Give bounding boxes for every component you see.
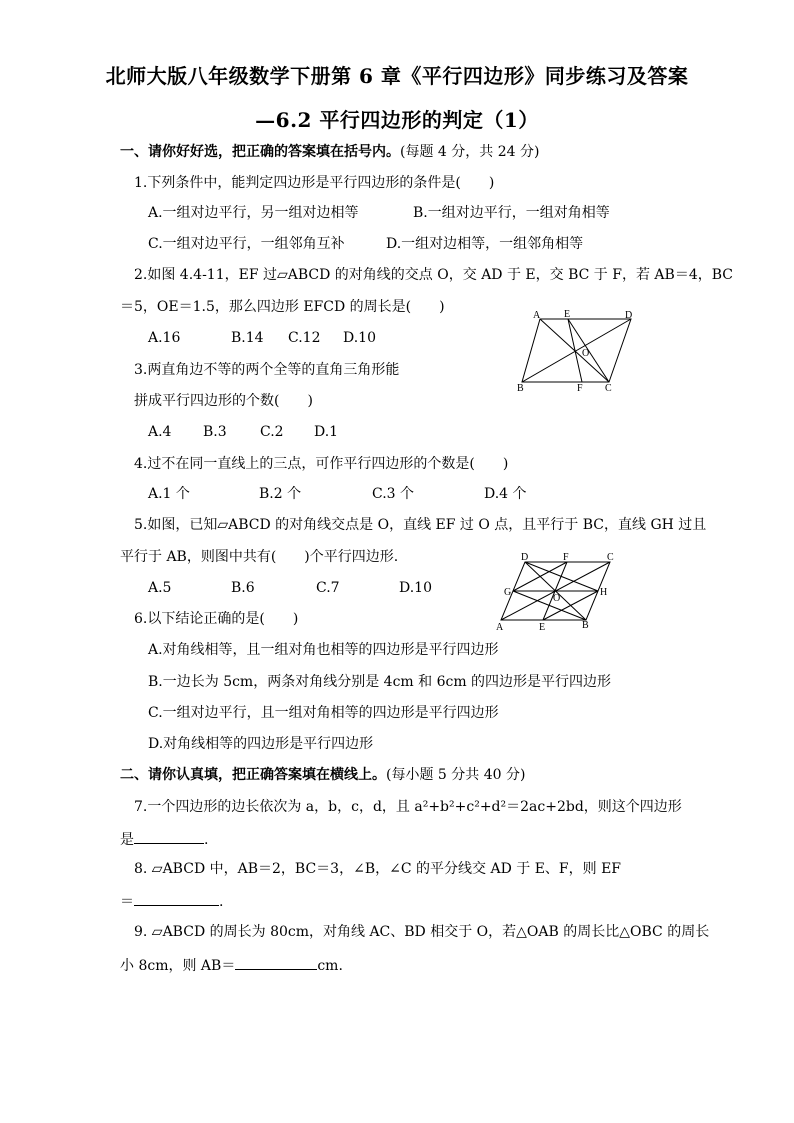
figure-parallelogram-grid: [490, 548, 625, 633]
fig2-label-b: B: [582, 620, 589, 631]
fig1-segment-ef: [568, 319, 582, 382]
fig1-label-e: E: [564, 309, 571, 320]
q2-option-d: D.10: [343, 330, 376, 346]
q7-answer-blank[interactable]: [134, 829, 204, 844]
q1-stem: 1.下列条件中，能判定四边形是平行四边形的条件是( ): [134, 175, 495, 191]
q5-option-c: C.7: [316, 580, 340, 596]
q2-option-b: B.14: [231, 330, 264, 346]
q4-option-a: A.1 个: [148, 486, 190, 502]
section1-note: (每题 4 分，共 24 分): [400, 144, 540, 160]
q9-stem-line1: 9. ▱ABCD 的周长为 80cm，对角线 AC、BD 相交于 O，若△OAB 的周长比△OBC 的周长: [134, 924, 710, 940]
q4-option-d: D.4 个: [484, 486, 527, 502]
fig2-label-e: E: [539, 622, 546, 633]
q3-stem-line1: 3.两直角边不等的两个全等的直角三角形能: [134, 362, 400, 378]
q2-stem-line2: ＝5，OE＝1.5，那么四边形 EFCD 的周长是( ): [120, 299, 445, 315]
q6-option-a: A.对角线相等，且一组对角也相等的四边形是平行四边形: [148, 642, 499, 658]
q9-line2-prefix: 小 8cm，则 AB＝: [120, 958, 236, 974]
q9-line2-suffix: cm.: [317, 958, 343, 974]
figure-parallelogram-efcd: [510, 305, 645, 395]
q3-option-b: B.3: [203, 424, 227, 440]
q2-stem-line1: 2.如图 4.4-11，EF 过▱ABCD 的对角线的交点 O，交 AD 于 E，交 BC 于 F，若 AB＝4，BC: [134, 267, 733, 283]
q4-option-b: B.2 个: [259, 486, 302, 502]
q9-line2: [120, 955, 343, 975]
fig1-diagonal-bd: [522, 319, 631, 382]
q1-option-a: A.一组对边平行，另一组对边相等: [148, 205, 359, 221]
q8-line2-prefix: ＝: [120, 894, 134, 910]
fig1-label-a: A: [533, 310, 541, 321]
q4-stem: 4.过不在同一直线上的三点，可作平行四边形的个数是( ): [134, 456, 509, 472]
q3-option-d: D.1: [314, 424, 339, 440]
q6-option-d: D.对角线相等的四边形是平行四边形: [148, 736, 374, 752]
fig2-segment-dh: [525, 562, 598, 591]
fig2-segment-gf: [513, 562, 567, 591]
q8-stem-line1: 8. ▱ABCD 中，AB＝2，BC＝3，∠B，∠C 的平分线交 AD 于 E、F，则 EF: [134, 861, 622, 877]
q6-option-c: C.一组对边平行，且一组对角相等的四边形是平行四边形: [148, 705, 499, 721]
q8-line2: [120, 891, 223, 911]
q3-option-a: A.4: [148, 424, 172, 440]
fig1-label-o: O: [582, 348, 590, 359]
fig1-label-b: B: [517, 383, 524, 394]
fig2-label-d: D: [521, 552, 529, 563]
fig2-label-h: H: [600, 587, 608, 598]
fig2-label-a: A: [496, 622, 504, 633]
section1-heading-row: [120, 143, 539, 161]
q5-option-b: B.6: [231, 580, 255, 596]
q7-line2: [120, 829, 208, 849]
q1-option-b: B.一组对边平行，一组对角相等: [413, 205, 610, 221]
section1-heading: 一、请你好好选，把正确的答案填在括号内。: [120, 144, 400, 160]
q6-stem: 6.以下结论正确的是( ): [134, 611, 299, 627]
q7-line2-prefix: 是: [120, 832, 134, 848]
q2-option-a: A.16: [148, 330, 181, 346]
q4-option-c: C.3 个: [372, 486, 415, 502]
fig1-label-d: D: [625, 310, 633, 321]
section2-heading: 二、请你认真填，把正确答案填在横线上。: [120, 767, 386, 783]
q9-answer-blank[interactable]: [235, 955, 317, 970]
q5-option-a: A.5: [148, 580, 172, 596]
fig2-segment-eh: [543, 591, 598, 620]
fig2-label-f: F: [563, 552, 569, 563]
section2-heading-row: [120, 766, 525, 784]
fig2-label-g: G: [504, 587, 512, 598]
q7-line2-suffix: .: [204, 832, 209, 848]
page-title-line1: 北师大版八年级数学下册第 6 章《平行四边形》同步练习及答案: [105, 64, 689, 88]
section2-note: (每小题 5 分共 40 分): [386, 767, 526, 783]
q1-option-d: D.一组对边相等，一组邻角相等: [386, 236, 584, 252]
q1-option-c: C.一组对边平行，一组邻角互补: [148, 236, 345, 252]
q8-answer-blank[interactable]: [134, 891, 219, 906]
fig2-label-o: O: [553, 593, 561, 604]
fig2-label-c: C: [607, 552, 614, 563]
q5-stem-line1: 5.如图，已知▱ABCD 的对角线交点是 O，直线 EF 过 O 点，且平行于 BC，直线 GH 过且: [134, 517, 707, 533]
q5-option-d: D.10: [399, 580, 432, 596]
page-title-line2: —6.2 平行四边形的判定（1）: [255, 108, 539, 132]
q3-option-c: C.2: [260, 424, 284, 440]
q7-stem-line1: 7.一个四边形的边长依次为 a，b，c，d，且 a²+b²+c²+d²＝2ac+2bd，则这个四边形: [134, 799, 682, 815]
q2-option-c: C.12: [288, 330, 321, 346]
fig1-label-f: F: [577, 383, 583, 394]
q5-stem-line2: 平行于 AB，则图中共有( )个平行四边形.: [120, 549, 399, 565]
q6-option-b: B.一边长为 5cm，两条对角线分别是 4cm 和 6cm 的四边形是平行四边形: [148, 674, 612, 690]
fig1-label-c: C: [605, 383, 612, 394]
q8-line2-suffix: .: [219, 894, 224, 910]
q3-stem-line2: 拼成平行四边形的个数( ): [134, 393, 313, 409]
fig2-segment-gb: [513, 591, 586, 620]
